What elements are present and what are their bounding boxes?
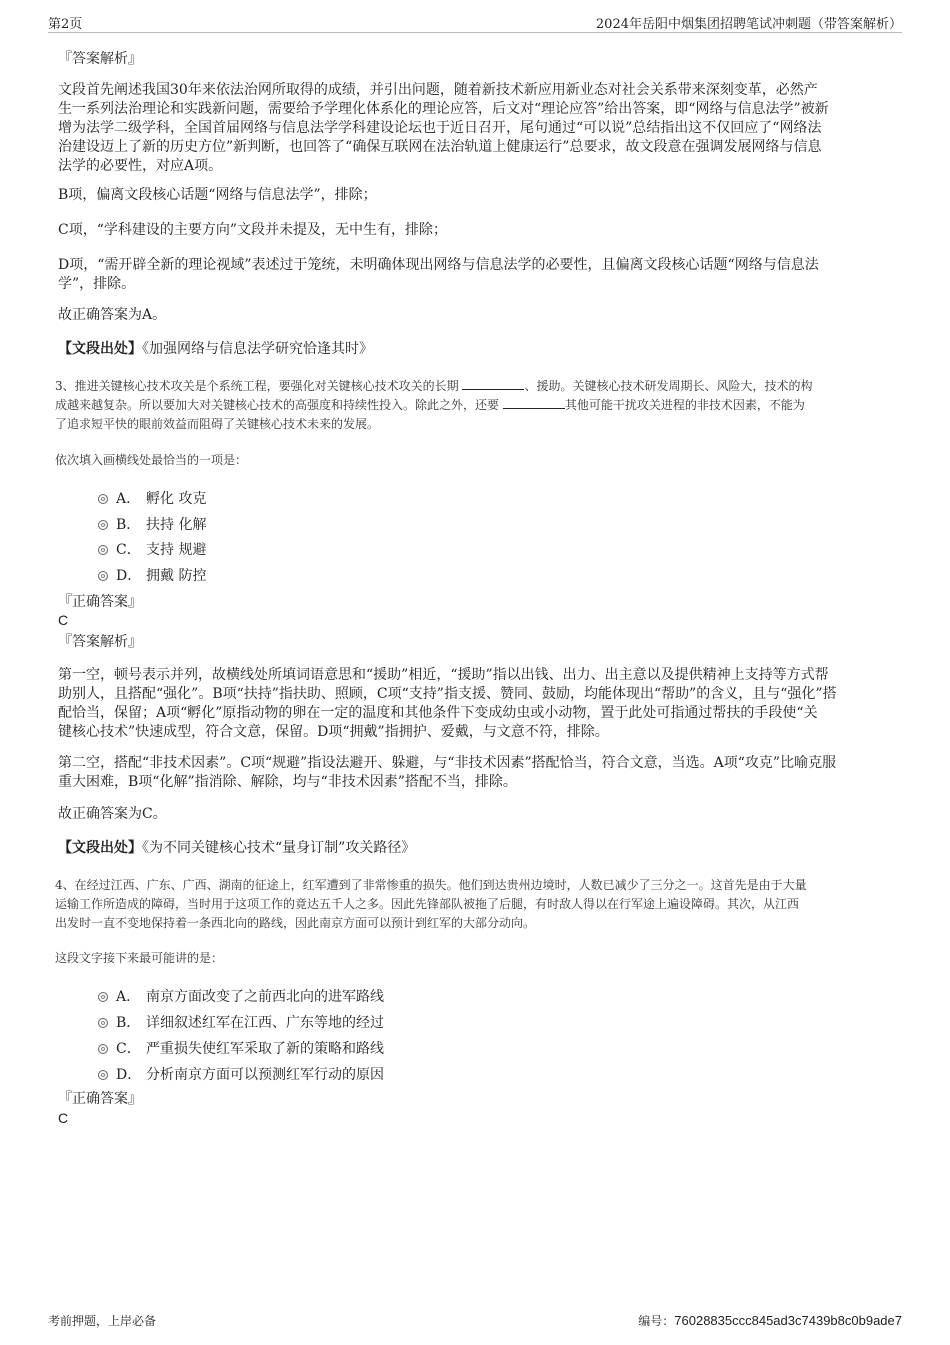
radio-icon[interactable] <box>98 571 108 581</box>
page-header <box>48 12 902 33</box>
text-line: 文段首先阐述我国30年来依法治网所取得的成绩，并引出问题，随着新技术新应用新业态对社会关系带来深刻变革，必然产 <box>58 82 818 98</box>
text-line: 配恰当，保留；A项“孵化”原指动物的卵在一定的温度和其他条件下变成幼虫或小动物，置于此处可指通过帮扶的手段使“关 <box>58 705 818 721</box>
source-title: 《为不同关键核心技术“量身订制”攻关路径》 <box>142 840 416 856</box>
radio-icon[interactable] <box>98 494 108 504</box>
correct-answer-label-4: 『正确答案』 <box>58 1091 142 1107</box>
radio-icon[interactable] <box>98 1070 108 1080</box>
document-title: 2024年岳阳中烟集团招聘笔试冲刺题（带答案解析） <box>595 17 902 32</box>
analysis-paragraph-3b <box>58 754 836 792</box>
source-tag: 【文段出处】 <box>58 341 142 357</box>
text-line: 第二空，搭配“非技术因素”。C项“规避”指设法避开、躲避，与“非技术因素”搭配恰当，符合文意，当选。A项“攻克”比喻克服 <box>58 755 837 771</box>
text-line: 成越来越复杂。所以要加大对关键核心技术的高强度和持续性投入。除此之外，还要 其他可能干扰攻关进程的非技术因素，不能为 <box>55 398 805 412</box>
analysis-paragraph-3a <box>58 666 837 742</box>
text-line: 治建设迈上了新的历史方位”新判断，也回答了“确保互联网在法治轨道上健康运行”总要求，故文段意在强调发展网络与信息 <box>58 139 822 155</box>
option-c-analysis: C项，“学科建设的主要方向”文段并未提及，无中生有，排除； <box>58 222 448 238</box>
text-line: 键核心技术”快速成型，符合文意，保留。D项“拥戴”指拥护、爱戴，与文意不符，排除。 <box>58 724 609 740</box>
radio-icon[interactable] <box>98 992 108 1002</box>
text-line: 助别人，且搭配“强化”。B项“扶持”指扶助、照顾，C项“支持”指支援、赞同、鼓励，均能体现出“帮助”的含义，且与“强化”搭 <box>58 686 837 702</box>
q3-option-c[interactable]: C． 支持 规避 <box>98 539 206 559</box>
analysis-paragraph-1 <box>58 81 829 176</box>
question-4-prompt: 这段文字接下来最可能讲的是： <box>55 951 224 965</box>
final-answer-1: 故正确答案为A。 <box>58 307 167 323</box>
source-tag: 【文段出处】 <box>58 840 142 856</box>
q3-option-d[interactable]: D． 拥戴 防控 <box>98 565 206 585</box>
correct-answer-value-3: C <box>58 612 69 628</box>
footer-slogan: 考前押题，上岸必备 <box>48 1314 157 1328</box>
text-line: 学”，排除。 <box>58 276 136 292</box>
text-line: 重大困难，B项“化解”指消除、解除，均与“非技术因素”搭配不当，排除。 <box>58 774 517 790</box>
q4-option-a[interactable]: A． 南京方面改变了之前西北向的进军路线 <box>98 986 384 1006</box>
question-3-prompt: 依次填入画横线处最恰当的一项是： <box>55 453 248 467</box>
radio-icon[interactable] <box>98 545 108 555</box>
text-line: 了追求短平快的眼前效益而阻碍了关键核心技术未来的发展。 <box>55 417 380 431</box>
text-line: 增为法学二级学科，全国首届网络与信息法学学科建设论坛也于近日召开，尾句通过“可以说”总结指出这不仅回应了“网络法 <box>58 120 822 136</box>
page-number: 第2页 <box>48 17 83 32</box>
text-line: D项，“需开辟全新的理论视域”表述过于笼统，未明确体现出网络与信息法学的必要性，且偏离文段核心话题“网络与信息法 <box>58 257 819 273</box>
source-3 <box>58 839 415 858</box>
option-d-analysis <box>58 256 819 294</box>
analysis-label-3: 『答案解析』 <box>58 634 142 650</box>
source-title: 《加强网络与信息法学研究恰逢其时》 <box>142 341 373 357</box>
correct-answer-value-4: C <box>58 1110 69 1126</box>
text-line: 法学的必要性，对应A项。 <box>58 158 223 174</box>
document-code: 编号：76028835ccc845ad3c7439b8c0b9ade7 <box>638 1313 902 1328</box>
text-line: 3、推进关键核心技术攻关是个系统工程，要强化对关键核心技术攻关的长期 、援助。关键核心技术研发周期长、风险大，技术的构 <box>55 379 813 393</box>
fill-blank-2 <box>503 396 565 409</box>
final-answer-3: 故正确答案为C。 <box>58 806 167 822</box>
q4-option-c[interactable]: C． 严重损失使红军采取了新的策略和路线 <box>98 1038 384 1058</box>
source-1 <box>58 340 373 359</box>
option-b-analysis: B项，偏离文段核心话题“网络与信息法学”，排除； <box>58 187 377 203</box>
text-line: 出发时一直不变地保持着一条西北向的路线，因此南京方面可以预计到红军的大部分动向。 <box>55 916 536 930</box>
text-line: 4、在经过江西、广东、广西、湖南的征途上，红军遭到了非常惨重的损失。他们到达贵州边境时，人数已减少了三分之一。这首先是由于大量 <box>55 878 807 892</box>
text-line: 生一系列法治理论和实践新问题，需要给予学理化体系化的理论应答，后文对“理论应答”给出答案，即“网络与信息法学”被新 <box>58 101 829 117</box>
q4-option-b[interactable]: B． 详细叙述红军在江西、广东等地的经过 <box>98 1012 384 1032</box>
q3-option-b[interactable]: B． 扶持 化解 <box>98 514 206 534</box>
correct-answer-label-3: 『正确答案』 <box>58 594 142 610</box>
radio-icon[interactable] <box>98 1044 108 1054</box>
radio-icon[interactable] <box>98 520 108 530</box>
text-line: 运输工作所造成的障碍，当时用于这项工作的竟达五千人之多。因此先锋部队被拖了后腿，有时敌人得以在行军途上遍设障碍。其次，从江西 <box>55 897 800 911</box>
q3-option-a[interactable]: A． 孵化 攻克 <box>98 488 206 508</box>
fill-blank-1 <box>462 377 524 390</box>
question-4-stem <box>55 876 900 933</box>
analysis-label-1: 『答案解析』 <box>58 51 142 67</box>
text-line: 第一空，顿号表示并列，故横线处所填词语意思和“援助”相近，“援助”指以出钱、出力、出主意以及提供精神上支持等方式帮 <box>58 667 829 683</box>
question-3-stem <box>55 377 900 434</box>
q4-option-d[interactable]: D． 分析南京方面可以预测红军行动的原因 <box>98 1064 384 1084</box>
radio-icon[interactable] <box>98 1018 108 1028</box>
